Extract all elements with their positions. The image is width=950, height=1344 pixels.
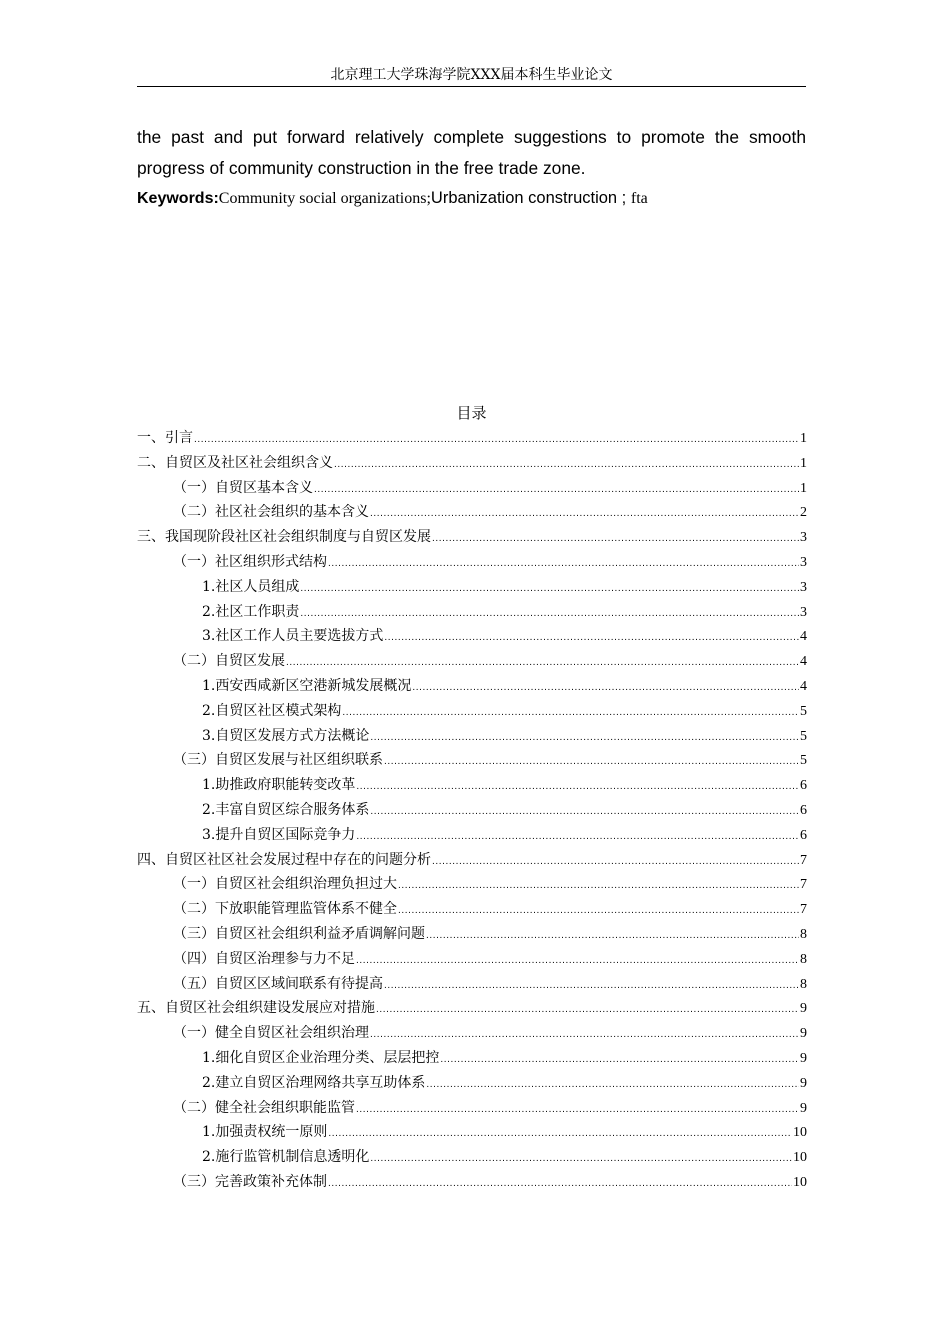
toc-entry-text: （三）完善政策补充体制 <box>173 1173 327 1190</box>
toc-dot-leader <box>398 874 799 899</box>
toc-entry[interactable] <box>137 823 807 848</box>
toc-page-number: 7 <box>800 877 807 893</box>
toc-page-number: 3 <box>800 579 807 595</box>
toc-entry[interactable] <box>137 872 807 897</box>
toc-page-number: 1 <box>800 455 807 471</box>
toc-entry-text: 1.细化自贸区企业治理分类、层层把控 <box>202 1049 440 1066</box>
toc-dot-leader <box>384 750 799 775</box>
toc-dot-leader <box>328 552 799 577</box>
toc-dot-leader <box>370 1147 792 1172</box>
keyword-urbanization: Urbanization construction ; <box>430 189 631 207</box>
toc-page-number: 1 <box>800 431 807 446</box>
toc-page-number: 6 <box>800 827 807 843</box>
toc-dot-leader <box>356 1098 799 1123</box>
toc-entry-text: 2.社区工作职责 <box>202 603 300 620</box>
toc-page-number: 9 <box>800 1100 807 1116</box>
toc-entry-text: （二）自贸区发展 <box>173 653 285 670</box>
toc-entry[interactable] <box>137 798 807 823</box>
toc-dot-leader <box>314 478 799 503</box>
toc-page-number: 6 <box>800 802 807 818</box>
toc-entry-text: 2.建立自贸区治理网络共享互助体系 <box>202 1074 426 1091</box>
toc-dot-leader <box>334 453 799 478</box>
toc-entry[interactable] <box>137 600 807 625</box>
toc-dot-leader <box>426 1073 799 1098</box>
toc-entry-text: （二）社区社会组织的基本含义 <box>173 504 369 521</box>
toc-page-number: 8 <box>800 951 807 967</box>
toc-entry[interactable] <box>137 525 807 550</box>
toc-page-number: 7 <box>800 852 807 868</box>
table-of-contents <box>137 426 807 1195</box>
toc-page-number: 9 <box>800 1075 807 1091</box>
toc-entry-text: （一）健全自贸区社会组织治理 <box>173 1025 369 1042</box>
toc-title: 目录 <box>456 404 487 422</box>
toc-page-number: 9 <box>800 1026 807 1042</box>
toc-entry[interactable] <box>137 649 807 674</box>
toc-entry[interactable] <box>137 1046 807 1071</box>
toc-dot-leader <box>356 949 799 974</box>
toc-page-number: 9 <box>800 1050 807 1066</box>
toc-dot-leader <box>432 527 799 552</box>
toc-dot-leader <box>370 726 799 751</box>
toc-entry[interactable] <box>137 699 807 724</box>
toc-page-number: 10 <box>793 1125 807 1141</box>
toc-dot-leader <box>426 924 799 949</box>
toc-entry-text: （三）自贸区发展与社区组织联系 <box>173 752 383 769</box>
toc-entry-text: 四、自贸区社区社会发展过程中存在的问题分析 <box>137 851 431 868</box>
toc-page-number: 1 <box>800 480 807 496</box>
toc-dot-leader <box>300 602 799 627</box>
toc-dot-leader <box>194 428 799 453</box>
toc-page-number: 10 <box>793 1174 807 1190</box>
toc-page-number: 4 <box>800 678 807 694</box>
toc-entry-text: 2.自贸区社区模式架构 <box>202 702 342 719</box>
toc-page-number: 2 <box>800 505 807 521</box>
toc-entry[interactable] <box>137 996 807 1021</box>
toc-entry-text: （一）自贸区基本含义 <box>173 479 313 496</box>
toc-dot-leader <box>300 577 799 602</box>
toc-entry-text: （二）健全社会组织职能监管 <box>173 1099 355 1116</box>
toc-entry[interactable] <box>137 1021 807 1046</box>
toc-entry[interactable] <box>137 724 807 749</box>
toc-entry[interactable] <box>137 550 807 575</box>
toc-entry[interactable] <box>137 451 807 476</box>
toc-entry-text: 二、自贸区及社区社会组织含义 <box>137 454 333 471</box>
toc-entry[interactable] <box>137 1096 807 1121</box>
toc-page-number: 8 <box>800 976 807 992</box>
toc-entry[interactable] <box>137 748 807 773</box>
toc-entry-text: 3.提升自贸区国际竞争力 <box>202 826 356 843</box>
toc-entry[interactable] <box>137 1170 807 1195</box>
toc-entry-text: 3.自贸区发展方式方法概论 <box>202 727 370 744</box>
keyword-community: Community social organizations; <box>218 190 431 207</box>
toc-dot-leader <box>370 502 799 527</box>
toc-entry-text: （二）下放职能管理监管体系不健全 <box>173 901 397 918</box>
toc-entry[interactable] <box>137 947 807 972</box>
toc-page-number: 4 <box>800 629 807 645</box>
toc-entry[interactable] <box>137 1145 807 1170</box>
toc-page-number: 3 <box>800 554 807 570</box>
toc-dot-leader <box>356 825 799 850</box>
toc-page-number: 3 <box>800 604 807 620</box>
toc-page-number: 5 <box>800 703 807 719</box>
toc-dot-leader <box>376 998 799 1023</box>
toc-dot-leader <box>342 701 799 726</box>
toc-dot-leader <box>356 775 799 800</box>
toc-entry[interactable] <box>137 624 807 649</box>
toc-dot-leader <box>384 626 799 651</box>
toc-entry-text: 一、引言 <box>137 430 193 446</box>
toc-entry[interactable] <box>137 476 807 501</box>
toc-page-number: 7 <box>800 902 807 918</box>
toc-entry-text: （五）自贸区区域间联系有待提高 <box>173 975 383 992</box>
toc-entry-text: 1.加强责权统一原则 <box>202 1124 328 1141</box>
toc-entry-text: （三）自贸区社会组织利益矛盾调解问题 <box>173 925 425 942</box>
toc-page-number: 8 <box>800 926 807 942</box>
toc-entry-text: 3.社区工作人员主要选拔方式 <box>202 628 384 645</box>
toc-page-number: 3 <box>800 530 807 546</box>
toc-page-number: 5 <box>800 753 807 769</box>
keyword-fta: fta <box>630 190 648 207</box>
toc-entry[interactable] <box>137 426 807 451</box>
toc-dot-leader <box>432 850 799 875</box>
toc-entry[interactable] <box>137 972 807 997</box>
toc-dot-leader <box>328 1122 792 1147</box>
toc-page-number: 10 <box>793 1150 807 1166</box>
toc-entry-text: 1.西安西咸新区空港新城发展概况 <box>202 677 412 694</box>
toc-entry[interactable] <box>137 500 807 525</box>
toc-entry-text: 1.社区人员组成 <box>202 578 300 595</box>
toc-entry[interactable] <box>137 922 807 947</box>
toc-entry[interactable] <box>137 1071 807 1096</box>
toc-entry-text: 三、我国现阶段社区社会组织制度与自贸区发展 <box>137 529 431 546</box>
toc-page-number: 9 <box>800 1001 807 1017</box>
keywords-line <box>137 185 806 212</box>
toc-dot-leader <box>412 676 799 701</box>
toc-dot-leader <box>384 974 799 999</box>
abstract-text: the past and put forward relatively complete suggestions to promote the smooth progress of community construction in the free trade zone. <box>137 127 806 178</box>
toc-entry-text: （四）自贸区治理参与力不足 <box>173 950 355 967</box>
toc-entry-text: （一）社区组织形式结构 <box>173 553 327 570</box>
toc-entry[interactable] <box>137 897 807 922</box>
toc-dot-leader <box>398 899 799 924</box>
toc-dot-leader <box>328 1172 792 1197</box>
toc-entry[interactable] <box>137 674 807 699</box>
toc-entry-text: 2.施行监管机制信息透明化 <box>202 1149 370 1166</box>
toc-page-number: 6 <box>800 778 807 794</box>
toc-entry-text: 1.助推政府职能转变改革 <box>202 777 356 794</box>
toc-entry-text: （一）自贸区社会组织治理负担过大 <box>173 876 397 893</box>
keywords-label: Keywords: <box>137 190 219 207</box>
toc-entry[interactable] <box>137 773 807 798</box>
toc-entry[interactable] <box>137 575 807 600</box>
toc-dot-leader <box>370 1023 799 1048</box>
toc-page-number: 4 <box>800 654 807 670</box>
toc-dot-leader <box>286 651 799 676</box>
toc-dot-leader <box>370 800 799 825</box>
toc-entry-text: 五、自贸区社会组织建设发展应对措施 <box>137 1000 375 1017</box>
toc-entry-text: 2.丰富自贸区综合服务体系 <box>202 801 370 818</box>
toc-dot-leader <box>440 1048 799 1073</box>
toc-page-number: 5 <box>800 728 807 744</box>
page-header: 北京理工大学珠海学院XXX届本科生毕业论文 <box>137 64 806 87</box>
toc-entry[interactable] <box>137 848 807 873</box>
toc-entry[interactable] <box>137 1120 807 1145</box>
